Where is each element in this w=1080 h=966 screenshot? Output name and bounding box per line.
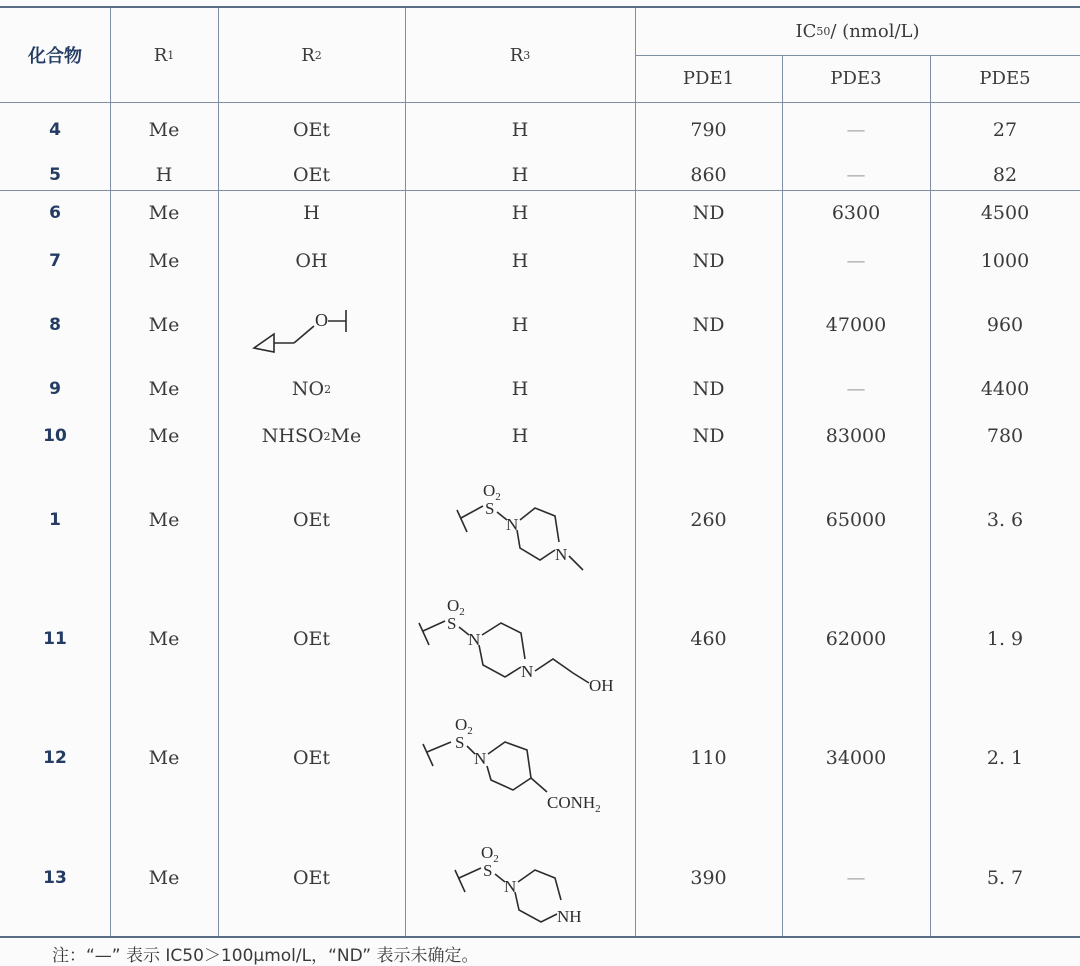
pde3-value: —	[846, 164, 866, 186]
atom-label-oh: OH	[589, 676, 614, 695]
methylpiperazine-sulfonyl-drawing	[405, 468, 635, 578]
r1-value: Me	[148, 119, 180, 141]
data-table	[0, 6, 1080, 938]
atom-label-o2: $O_2$	[447, 596, 465, 618]
pde1-value: 860	[690, 164, 727, 186]
atom-label-s: S	[455, 733, 465, 752]
r3-structure-methylpiperazine-sulfonyl	[405, 468, 635, 578]
r3-value: H	[511, 250, 529, 272]
compound-id: 12	[43, 748, 67, 768]
atom-label-n: N	[468, 630, 481, 649]
bond	[427, 742, 451, 752]
pde5-value: 27	[992, 119, 1018, 141]
carbamoylpiperidine-sulfonyl-drawing	[405, 702, 635, 814]
piperazine-sulfonyl-drawing	[405, 834, 635, 934]
r2-value: NHSO 2 Me	[261, 425, 362, 447]
atom-label-o2: $O_2$	[483, 481, 501, 503]
pde1-value: ND	[692, 378, 725, 400]
r3-value: H	[511, 202, 529, 224]
r1-value: Me	[148, 314, 180, 336]
pde5-value: 1. 9	[986, 628, 1024, 650]
compound-id: 7	[49, 251, 61, 271]
atom-label-n: N	[506, 515, 519, 534]
bond	[459, 868, 481, 878]
atom-label-o: O	[315, 310, 328, 330]
r2-value: OEt	[292, 628, 331, 650]
atom-label-n: N	[521, 662, 534, 681]
header-r2: R 2	[301, 44, 322, 66]
pde1-value: ND	[692, 425, 725, 447]
hydroxyethylpiperazine-sulfonyl-drawing	[405, 583, 635, 695]
atom-label-s: S	[485, 499, 495, 518]
pde1-value: 390	[690, 867, 727, 889]
pde5-value: 3. 6	[986, 509, 1024, 531]
pde5-value: 1000	[980, 250, 1030, 272]
compound-id: 4	[49, 120, 61, 140]
header-pde3: PDE3	[830, 68, 882, 89]
bond	[531, 778, 547, 792]
r2-value: H	[303, 202, 320, 224]
r2-structure-cyclopropylmethoxy	[218, 298, 405, 358]
atom-label-o2: $O_2$	[455, 715, 473, 737]
r3-value: H	[511, 119, 529, 141]
pde3-value: 47000	[825, 314, 887, 336]
pde1-value: 260	[690, 509, 727, 531]
pde3-value: 34000	[825, 747, 887, 769]
bond	[423, 621, 445, 631]
pde3-value: —	[846, 250, 866, 272]
compound-id: 6	[49, 203, 61, 223]
ethyl-bond	[535, 659, 589, 683]
r1-value: Me	[148, 378, 180, 400]
atom-label-n: N	[555, 545, 568, 564]
ring-bond	[515, 892, 557, 922]
r1-value: Me	[148, 202, 180, 224]
atom-label-n: N	[474, 749, 487, 768]
pde3-value: —	[846, 378, 866, 400]
pde1-value: ND	[692, 250, 725, 272]
bond	[294, 326, 314, 343]
r3-structure-carbamoylpiperidine-sulfonyl	[405, 702, 635, 814]
r2-value: OEt	[292, 747, 331, 769]
pde5-value: 960	[986, 314, 1024, 336]
compound-id: 9	[49, 379, 61, 399]
r2-value: OH	[295, 250, 328, 272]
pde3-value: 6300	[831, 202, 881, 224]
header-r3: R 3	[509, 44, 531, 66]
pde3-value: 83000	[825, 425, 887, 447]
compound-id: 13	[43, 868, 67, 888]
pde3-value: 65000	[825, 509, 887, 531]
ring-bond	[520, 508, 559, 542]
pde3-value: 62000	[825, 628, 887, 650]
compound-id: 1	[49, 510, 61, 530]
attachment-bond	[419, 623, 429, 645]
r2-value: OEt	[292, 867, 331, 889]
pde3-value: —	[846, 119, 866, 141]
compound-id: 10	[43, 426, 67, 446]
r3-structure-hydroxyethylpiperazine-sulfonyl	[405, 583, 635, 695]
atom-label-s: S	[483, 861, 493, 880]
attachment-bond	[455, 870, 465, 892]
ring-bond	[479, 645, 521, 677]
pde1-value: ND	[692, 314, 725, 336]
r1-value: Me	[148, 250, 180, 272]
r2-value: OEt	[292, 164, 331, 186]
r3-value: H	[511, 378, 529, 400]
r3-value: H	[511, 164, 529, 186]
r1-value: Me	[148, 747, 180, 769]
pde1-value: 110	[690, 747, 727, 769]
table-footnote: 注：“—” 表示 IC50＞100μmol/L，“ND” 表示未确定。	[52, 946, 479, 966]
cyclopropane-ring	[254, 334, 274, 352]
atom-label-nh: NH	[557, 907, 582, 926]
compound-id: 11	[43, 629, 67, 649]
header-compound: 化合物	[28, 46, 82, 67]
atom-label-s: S	[447, 614, 457, 633]
row-divider	[0, 102, 1080, 103]
r1-value: Me	[148, 425, 180, 447]
pde5-value: 82	[992, 164, 1018, 186]
header-ic50: IC 50 / (nmol/L)	[795, 21, 920, 42]
r3-structure-piperazine-sulfonyl	[405, 834, 635, 934]
ring-bond	[482, 623, 525, 659]
r2-value: OEt	[292, 509, 331, 531]
atom-label-conh2: $CONH_2$	[547, 793, 601, 814]
ring-bond	[517, 530, 555, 560]
compound-id: 5	[49, 165, 61, 185]
atom-label-o2: $O_2$	[481, 843, 499, 865]
ring-bond	[518, 870, 561, 900]
compound-id: 8	[49, 315, 61, 335]
header-r1: R 1	[153, 44, 175, 66]
pde1-value: 460	[690, 628, 727, 650]
methyl-bond	[569, 556, 583, 570]
pde5-value: 2. 1	[986, 747, 1024, 769]
ring-bond	[487, 742, 531, 790]
pde5-value: 4500	[980, 202, 1030, 224]
cyclopropylmethoxy-drawing	[218, 298, 405, 358]
atom-label-n: N	[504, 877, 517, 896]
header-pde5: PDE5	[979, 68, 1031, 89]
bond	[461, 506, 483, 518]
pde5-value: 4400	[980, 378, 1030, 400]
attachment-bond	[457, 510, 467, 532]
r1-value: Me	[148, 628, 180, 650]
r3-value: H	[511, 425, 529, 447]
r1-value: Me	[148, 867, 180, 889]
pde5-value: 5. 7	[986, 867, 1024, 889]
pde1-value: 790	[690, 119, 727, 141]
pde3-value: —	[846, 867, 866, 889]
r1-value: Me	[148, 509, 180, 531]
r2-value: NO 2	[291, 378, 332, 400]
r3-value: H	[511, 314, 529, 336]
r1-value: H	[155, 164, 173, 186]
attachment-bond	[423, 744, 433, 766]
pde1-value: ND	[692, 202, 725, 224]
r2-value: OEt	[292, 119, 331, 141]
header-pde1: PDE1	[682, 68, 735, 89]
pde5-value: 780	[986, 425, 1024, 447]
